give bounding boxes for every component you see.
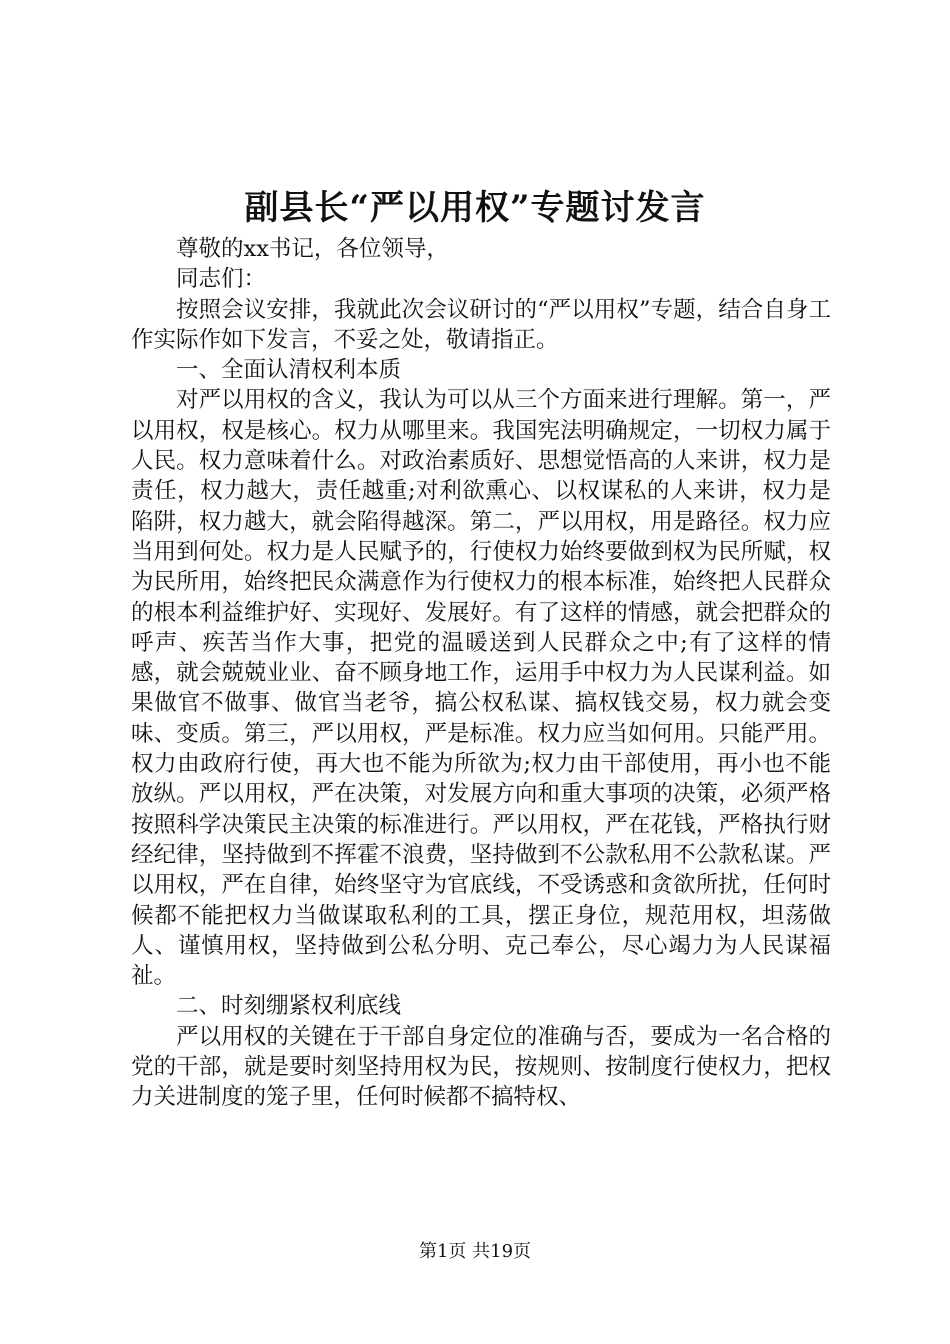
section-heading-1: 一、全面认清权利本质 (176, 357, 402, 384)
section-heading-2: 二、时刻绷紧权利底线 (176, 993, 402, 1020)
page-footer: 第1页 共19页 (418, 1241, 532, 1262)
document-title: 副县长“严以用权”专题讨发言 (244, 188, 706, 228)
salutation: 尊敬的xx书记，各位领导， (176, 236, 449, 262)
body-paragraph-2: 严以用权的关键在于干部自身定位的准确与否，要成为一名合格的党的干部，就是要时刻坚持用权为民，按规则、按制度行使权力，把权力关进制度的笼子里，任何时候都不搞特权、 (131, 1023, 831, 1111)
intro-paragraph: 按照会议安排，我就此次会议研讨的“严以用权”专题，结合自身工作实际作如下发言，不妥之处，敬请指正。 (131, 296, 831, 353)
body-paragraph-1: 对严以用权的含义，我认为可以从三个方面来进行理解。第一，严以用权，权是核心。权力从哪里来。我国宪法明确规定，一切权力属于人民。权力意味着什么。对政治素质好、思想觉悟高的人来讲，权力是责任，权力越大，责任越重;对利欲熏心、以权谋私的人来讲，权力是陷阱，权力越大，就会陷得越深。第二，严以用权，用是路径。权力应当用到何处。权力是人民赋予的，行使权力始终要做到权为民所赋，权为民所用，始终把民众满意作为行使权力的根本标准，始终把人民群众的根本利益维护好、实现好、发展好。有了这样的情感，就会把群众的呼声、疾苦当作大事，把党的温暖送到人民群众之中;有了这样的情感，就会兢兢业业、奋不顾身地工作，运用手中权力为人民谋利益。如果做官不做事、做官当老爷，搞公权私谋、搞权钱交易，权力就会变味、变质。第三，严以用权，严是标准。权力应当如何用。只能严用。权力由政府行使，再大也不能为所欲为;权力由干部使用，再小也不能放纵。严以用权，严在决策，对发展方向和重大事项的决策，必须严格按照科学决策民主决策的标准进行。严以用权，严在花钱，严格执行财经纪律，坚持做到不挥霍不浪费，坚持做到不公款私用不公款私谋。严以用权，严在自律，始终坚守为官底线，不受诱惑和贪欲所扰，任何时候都不能把权力当做谋取私利的工具，摆正身位，规范用权，坦荡做人、谨慎用权，坚持做到公私分明、克己奉公，尽心竭力为人民谋福祉。 (131, 387, 831, 990)
document-body (131, 234, 831, 1113)
salutation-comrades: 同志们： (176, 266, 267, 293)
